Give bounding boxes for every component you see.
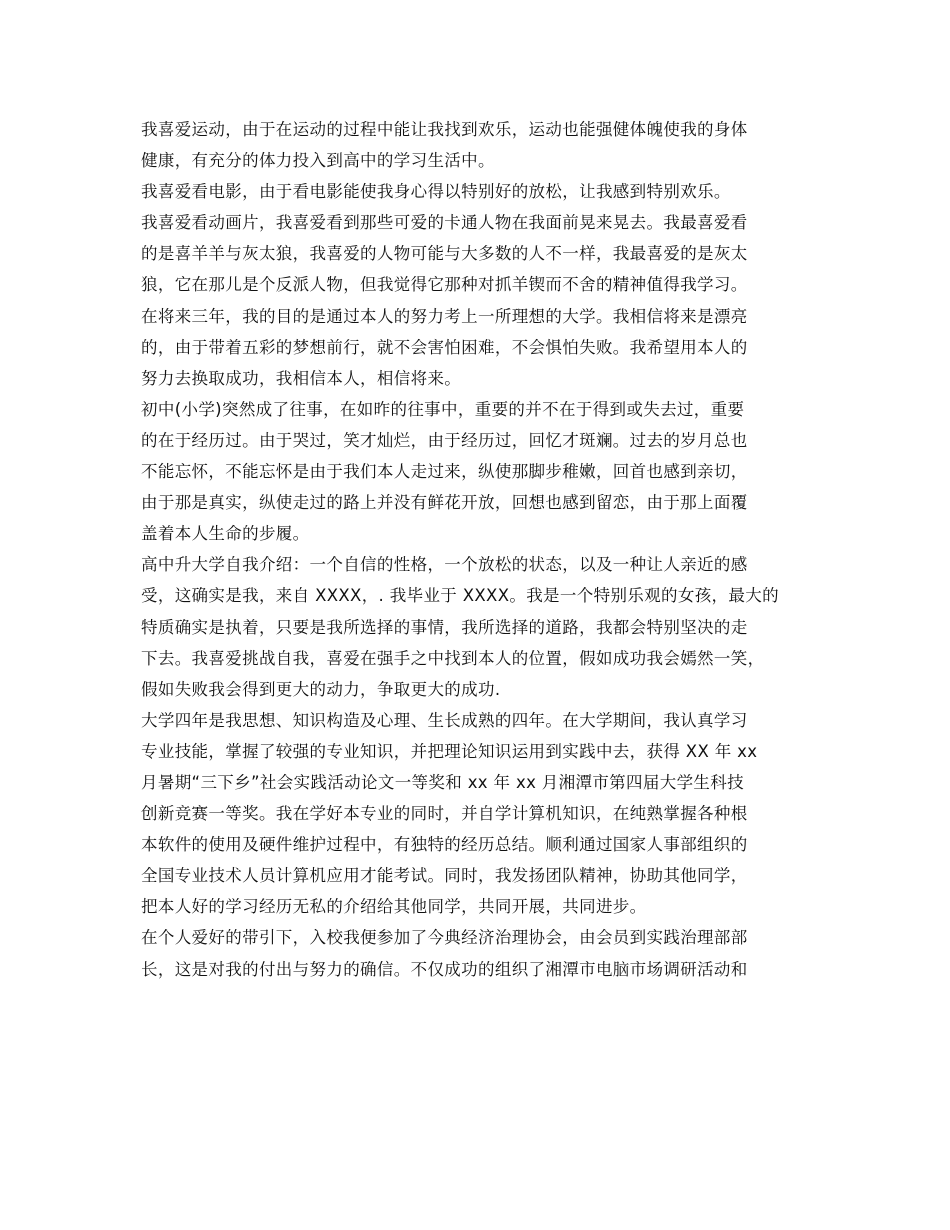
- text-line: 我喜爱看电影，由于看电影能使我身心得以特别好的放松，让我感到特别欢乐。: [141, 182, 731, 202]
- text-line: 下去。我喜爱挑战自我，喜爱在强手之中找到本人的位置，假如成功我会嫣然一笑，: [141, 648, 765, 668]
- paragraph-future-goals: [141, 301, 831, 394]
- text-line: 的在于经历过。由于哭过，笑才灿烂，由于经历过，回忆才斑斓。过去的岁月总也: [141, 430, 748, 450]
- paragraph-sports: [141, 114, 831, 176]
- text-line: 努力去换取成功，我相信本人，相信将来。: [141, 368, 462, 388]
- text-line: 创新竞赛一等奖。我在学好本专业的同时，并自学计算机知识，在纯熟掌握各种根: [141, 804, 748, 824]
- text-line: 盖着本人生命的步履。: [141, 524, 310, 544]
- text-line: 专业技能，掌握了较强的专业知识，并把理论知识运用到实践中去，获得 XX 年 xx: [141, 741, 758, 761]
- text-line: 全国专业技术人员计算机应用才能考试。同时，我发扬团队精神，协助其他同学，: [141, 866, 748, 886]
- text-line: 由于那是真实，纵使走过的路上并没有鲜花开放，回想也感到留恋，由于那上面覆: [141, 493, 748, 513]
- text-line: 的，由于带着五彩的梦想前行，就不会害怕困难，不会惧怕失败。我希望用本人的: [141, 337, 748, 357]
- text-line: 受，这确实是我，来自 XXXX，. 我毕业于 XXXX。我是一个特别乐观的女孩，最大的: [141, 586, 779, 606]
- text-line: 初中(小学)突然成了往事，在如昨的往事中，重要的并不在于得到或失去过，重要: [141, 399, 745, 419]
- paragraph-hobbies-association: [141, 922, 831, 984]
- text-line: 健康，有充分的体力投入到高中的学习生活中。: [141, 151, 495, 171]
- text-line: 不能忘怀，不能忘怀是由于我们本人走过来，纵使那脚步稚嫩，回首也感到亲切，: [141, 462, 748, 482]
- paragraph-cartoons: [141, 207, 831, 300]
- text-line: 我喜爱看动画片，我喜爱看到那些可爱的卡通人物在我面前晃来晃去。我最喜爱看: [141, 213, 748, 233]
- document-body: [141, 114, 831, 985]
- text-line: 本软件的使用及硬件维护过程中，有独特的经历总结。顺利通过国家人事部组织的: [141, 835, 748, 855]
- text-line: 狼，它在那儿是个反派人物，但我觉得它那种对抓羊锲而不舍的精神值得我学习。: [141, 275, 748, 295]
- text-line: 把本人好的学习经历无私的介绍给其他同学，共同开展，共同进步。: [141, 897, 647, 917]
- text-line: 月暑期“三下乡”社会实践活动论文一等奖和 xx 年 xx 月湘潭市第四届大学生科技: [141, 772, 744, 792]
- paragraph-movies: [141, 176, 831, 207]
- text-line: 特质确实是执着，只要是我所选择的事情，我所选择的道路，我都会特别坚决的走: [141, 617, 748, 637]
- text-line: 假如失败我会得到更大的动力，争取更大的成功.: [141, 679, 501, 699]
- text-line: 在个人爱好的带引下，入校我便参加了今典经济治理协会，由会员到实践治理部部: [141, 928, 748, 948]
- text-line: 高中升大学自我介绍：一个自信的性格，一个放松的状态，以及一种让人亲近的感: [141, 555, 748, 575]
- text-line: 在将来三年，我的目的是通过本人的努力考上一所理想的大学。我相信将来是漂亮: [141, 306, 748, 326]
- text-line: 我喜爱运动，由于在运动的过程中能让我找到欢乐，运动也能强健体魄使我的身体: [141, 120, 748, 139]
- text-line: 的是喜羊羊与灰太狼，我喜爱的人物可能与大多数的人不一样，我最喜爱的是灰太: [141, 244, 748, 264]
- text-line: 大学四年是我思想、知识构造及心理、生长成熟的四年。在大学期间，我认真学习: [141, 710, 748, 730]
- text-line: 长，这是对我的付出与努力的确信。不仅成功的组织了湘潭市电脑市场调研活动和: [141, 959, 748, 979]
- paragraph-self-introduction: [141, 549, 831, 704]
- paragraph-memories: [141, 394, 831, 549]
- paragraph-university-years: [141, 705, 831, 923]
